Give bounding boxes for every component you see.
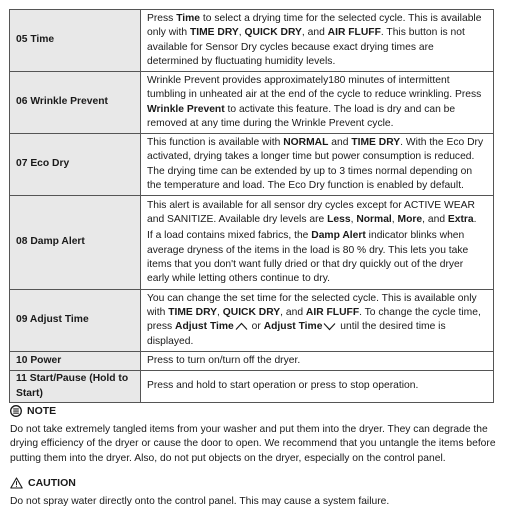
bold-term: More	[397, 214, 423, 226]
text-run: . This button is not available for Sensor Dry cycles because exact drying times are determined by fluctuating humidity levels.	[147, 27, 465, 67]
row-description	[141, 371, 494, 403]
row-label: 10 Power	[10, 351, 141, 370]
table-body	[10, 10, 494, 403]
bold-term: Adjust Time	[175, 321, 234, 333]
text-run: . With the Eco Dry activated, drying takes a longer time but power consumption is reduced. The drying time can be extended by up to 3 times normal depending on the temperature and load. The Eco Dry function is enabled by default.	[147, 137, 484, 191]
bold-term: Wrinkle Prevent	[147, 103, 225, 115]
caution-title: CAUTION	[28, 477, 76, 489]
table-row	[10, 290, 494, 352]
text-run: and	[328, 137, 352, 149]
text-run: , and	[280, 307, 306, 319]
text-run: until the desired time is displayed.	[147, 321, 446, 347]
row-label: 09 Adjust Time	[10, 290, 141, 352]
bold-term: Less	[327, 214, 351, 226]
bold-term: TIME DRY	[189, 27, 239, 39]
text-run: or	[248, 321, 264, 333]
control-panel-table	[9, 9, 494, 403]
text-run: .	[473, 214, 477, 226]
text-run: Press and hold to start operation or press to stop operation.	[147, 380, 419, 392]
text-run: This alert is available for all sensor dry cycles except for ACTIVE WEAR and SANITIZE. Available dry levels are	[147, 199, 475, 226]
row-description	[141, 134, 494, 196]
text-run: to activate this feature. The load is dry and can be removed at any time during the Wrinkle Prevent cycle.	[147, 103, 456, 129]
text-run: , and	[301, 27, 328, 39]
bold-term: NORMAL	[283, 137, 329, 149]
text-run: Press to turn on/turn off the dryer.	[147, 354, 301, 366]
note-title: NOTE	[27, 405, 57, 417]
row-description	[141, 196, 494, 290]
text-run: Wrinkle Prevent provides approximately180 minutes of intermittent tumbling in unheated air at the end of the cycle to reduce wrinkling. Press	[147, 75, 482, 101]
row-description	[141, 10, 494, 72]
caution-heading	[10, 476, 500, 491]
note-icon	[10, 405, 22, 417]
bold-term: TIME DRY	[168, 307, 218, 319]
row-label: 05 Time	[10, 10, 141, 72]
bold-term: Adjust Time	[263, 321, 323, 333]
row-label: 07 Eco Dry	[10, 134, 141, 196]
up-arrow-icon	[235, 322, 248, 331]
table-row	[10, 196, 494, 290]
row-description	[141, 290, 494, 352]
bold-term: Damp Alert	[311, 230, 366, 242]
text-run: , and	[422, 214, 448, 226]
bold-term: QUICK DRY	[244, 27, 302, 39]
table-row	[10, 351, 494, 370]
bold-term: AIR FLUFF	[305, 307, 360, 319]
caution-text: Do not spray water directly onto the control panel. This may cause a system failure.	[10, 495, 390, 507]
bold-term: TIME DRY	[351, 137, 401, 149]
text-run: ,	[217, 307, 223, 319]
text-run: This function is available with	[147, 137, 284, 149]
table-row	[10, 10, 494, 72]
text-run: ,	[238, 27, 245, 39]
bold-term: Extra	[447, 214, 474, 226]
text-run: Press	[147, 13, 177, 25]
bold-term: Normal	[356, 214, 392, 226]
text-run: indicator blinks when average dryness of the items in the load is 80 % dry. This lets you take items that you don't want fully dried or that dry quickly out of the dryer early while letting others continue to dry.	[147, 230, 469, 284]
note-section	[10, 404, 500, 466]
note-text: Do not take extremely tangled items from your washer and put them into the dryer. They can degrade the drying efficiency of the dryer or cause the door to open. We recommend that you untangle the items before putting them into the dryer. Also, do not put objects on the dryer, especially on the control panel.	[10, 423, 496, 464]
text-run: ,	[391, 214, 398, 226]
text-run: If a load contains mixed fabrics, the	[147, 230, 312, 242]
table-row	[10, 371, 494, 403]
table-row	[10, 134, 494, 196]
bold-term: QUICK DRY	[222, 307, 281, 319]
text-run: ,	[350, 214, 357, 226]
text-run: You can change the set time for the selected cycle. This is available only with	[147, 293, 477, 319]
bold-term: Time	[176, 13, 201, 25]
row-description	[141, 72, 494, 134]
down-arrow-icon	[323, 322, 336, 331]
table-row	[10, 72, 494, 134]
text-run: . To change the cycle time, press	[147, 307, 481, 333]
bold-term: AIR FLUFF	[327, 27, 381, 39]
row-label: 11 Start/Pause (Hold to Start)	[10, 371, 141, 403]
warning-triangle-icon	[10, 477, 23, 489]
row-label: 08 Damp Alert	[10, 196, 141, 290]
row-description	[141, 351, 494, 370]
caution-section	[10, 476, 500, 509]
note-heading	[10, 404, 500, 419]
text-run: to select a drying time for the selected cycle. This is available only with	[147, 13, 482, 39]
row-label: 06 Wrinkle Prevent	[10, 72, 141, 134]
